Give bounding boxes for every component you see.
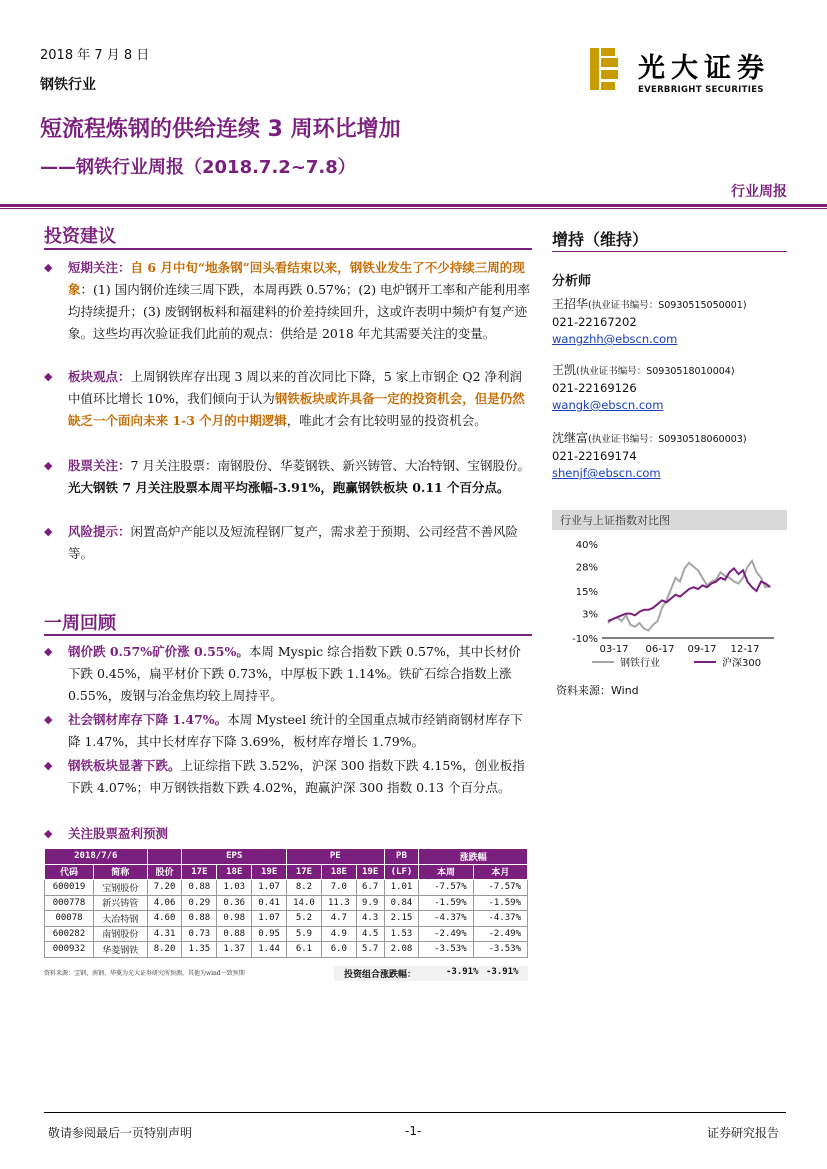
rating-rule [552,251,787,252]
legend-label-steel: 钢铁行业 [620,658,660,669]
diamond-bullet-icon: ◆ [44,645,53,658]
x-tick-label: 06-17 [645,644,675,655]
table-cell-pe18: 6.0 [321,942,356,958]
report-subtitle: ——钢铁行业周报（2018.7.2~7.8） [40,157,356,178]
stocks-text: 7 月关注股票：南钢股份、华菱钢铁、新兴铸管、大冶特钢、宝钢股份。 [130,458,530,473]
logo-text-cn: 光大证券 [638,53,770,84]
rating: 增持（维持） [552,230,649,249]
analyst-phone: 021-22167202 [552,315,637,329]
table-cell-price: 4.06 [147,895,182,911]
table-cell-eps18: 0.36 [217,895,252,911]
short-term-highlight: 自 6 月中旬“地条钢”回头看结束以来，钢铁业发生了不少持续三周的现象 [68,260,525,297]
header-divider [0,204,827,207]
analyst-phone: 021-22169126 [552,381,637,395]
sector-view-highlight: 钢铁板块或许具备一定的投资机会，但是仍然缺乏一个面向未来 1-3 个月的中期逻辑 [68,391,525,428]
table-cell-eps19: 1.07 [252,880,287,896]
table-cell-pe18: 4.9 [321,926,356,942]
x-tick-label: 12-17 [730,644,760,655]
header-divider-thin [0,208,827,209]
everbright-logo-icon [590,48,620,90]
table-cell-eps17: 0.29 [182,895,217,911]
table-cell-pe18: 4.7 [321,911,356,927]
analyst-email-link[interactable]: wangzhh@ebscn.com [552,332,678,346]
analyst-cert: (执业证书编号：S0930515050001) [588,300,747,311]
table-cell-eps18: 0.98 [217,911,252,927]
table-cell-week: -2.49% [419,926,473,942]
table-cell-month: -2.49% [473,926,527,942]
table-cell-eps18: 1.37 [217,942,252,958]
x-tick-label: 09-17 [687,644,717,655]
col-week: 本周 [419,864,473,880]
table-cell-code: 600282 [45,926,94,942]
diamond-bullet-icon: ◆ [44,759,53,772]
table-row [45,942,528,958]
table-cell-pb: 0.84 [384,895,419,911]
change-header: 涨跌幅 [419,849,528,865]
inventory-label: 社会钢材库存下降 1.47%。 [68,712,228,727]
short-term-text: ：(1) 国内钢价连续三周下跌，本周再跌 0.57%；(2) 电炉钢开工率和产能利用率均持续提升；(3) 废钢钢板料和福建料的价差持续回升，这或许表明中频炉有复产迹象。这些均再次验证我们此前的观点：供给是 2018 年尤其需要关注的变量。 [68,282,531,341]
bullet-inventory [44,709,532,753]
table-cell-week: -1.59% [419,895,473,911]
legend-label-hs300: 沪深300 [722,658,762,669]
analyst-cert: (执业证书编号：S0930518010004) [576,366,735,377]
table-cell-name: 宝钢股份 [94,880,148,896]
analyst-name: 王招华 [552,297,589,311]
pb-header: PB [384,849,419,865]
table-date: 2018/7/6 [45,849,148,865]
table-cell-week: -4.37% [419,911,473,927]
chart-title: 行业与上证指数对比图 [560,514,670,527]
col-price: 股价 [147,864,182,880]
sector-move-label: 钢铁板块显著下跌。 [68,758,181,773]
bullet-risk [44,521,532,565]
stocks-label: 股票关注： [68,458,131,473]
table-cell-code: 00078 [45,911,94,927]
table-cell-name: 大冶特钢 [94,911,148,927]
y-tick-label: 3% [582,609,598,621]
table-cell-pb: 1.53 [384,926,419,942]
table-cell-week: -7.57% [419,880,473,896]
col-eps-18: 18E [217,864,252,880]
analyst-name: 沈继富 [552,431,589,445]
diamond-bullet-icon: ◆ [44,261,53,274]
report-date: 2018 年 7 月 8 日 [40,48,150,63]
report-type: 行业周报 [731,184,787,200]
table-cell-name: 华菱钢铁 [94,942,148,958]
table-cell-price: 4.31 [147,926,182,942]
table-cell-month: -4.37% [473,911,527,927]
table-cell-eps18: 0.88 [217,926,252,942]
portfolio-total-week: -3.91% [446,967,479,977]
logo-text-en: EVERBRIGHT SECURITIES [638,85,764,95]
table-cell-name: 南钢股份 [94,926,148,942]
diamond-bullet-icon: ◆ [44,827,53,840]
stocks-bold: 光大钢铁 7 月关注股票本周平均涨幅-3.91%，跑赢钢铁板块 0.11 个百分点。 [68,480,510,495]
sector-move-text: 上证综指下跌 3.52%，沪深 300 指数下跌 4.15%，创业板指下跌 4.07%；申万钢铁指数下跌 4.02%，跑赢沪深 300 指数 0.13 个百分点。 [68,758,525,795]
table-cell-pb: 1.01 [384,880,419,896]
analyst-cert: (执业证书编号：S0930518060003) [588,434,747,445]
portfolio-total-row [334,966,528,981]
diamond-bullet-icon: ◆ [44,525,53,538]
table-cell-pb: 2.08 [384,942,419,958]
table-cell-eps19: 0.41 [252,895,287,911]
col-pe-19: 19E [356,864,384,880]
analyst-name: 王凯 [552,363,577,377]
table-row [45,926,528,942]
table-row [45,911,528,927]
review-heading: 一周回顾 [44,613,116,634]
portfolio-total-label: 投资组合涨跌幅： [344,970,417,980]
col-name: 简称 [94,864,148,880]
table-cell-code: 000932 [45,942,94,958]
sector-view-text: 上周钢铁库存出现 3 周以来的首次同比下降，5 家上市钢企 Q2 净利润中值环比增长 10%，我们倾向于认为 [68,369,522,406]
risk-text: 闲置高炉产能以及短流程钢厂复产，需求差于预期、公司经营不善风险等。 [68,524,519,561]
table-row [45,880,528,896]
review-heading-rule [44,634,532,636]
table-source-note: 资料来源：宝钢、南钢、华菱为光大证券研究所预测，其他为wind一致预期 [44,970,245,977]
footer-divider [44,1112,786,1113]
risk-label: 风险提示： [68,524,131,539]
table-cell-pe17: 8.2 [287,880,322,896]
col-month: 本月 [473,864,527,880]
bullet-forecast [44,823,532,845]
short-term-label: 短期关注： [68,260,131,275]
forecast-label: 关注股票盈利预测 [68,826,169,841]
col-eps-19: 19E [252,864,287,880]
y-tick-label: 40% [575,540,598,551]
diamond-bullet-icon: ◆ [44,713,53,726]
table-cell-pe17: 14.0 [287,895,322,911]
table-cell-pe18: 7.0 [321,880,356,896]
analyst-email-link[interactable]: wangk@ebscn.com [552,398,664,412]
table-cell-name: 新兴铸管 [94,895,148,911]
earnings-forecast-table [44,848,528,958]
y-tick-label: 28% [575,562,598,574]
investment-heading-rule [44,248,532,250]
col-pe-17: 17E [287,864,322,880]
table-cell-week: -3.53% [419,942,473,958]
report-title: 短流程炼钢的供给连续 3 周环比增加 [40,117,401,142]
investment-heading: 投资建议 [44,226,116,247]
table-cell-eps19: 0.95 [252,926,287,942]
table-cell-pe18: 11.3 [321,895,356,911]
bullet-sector-view [44,366,532,432]
page-number: -1- [405,1124,422,1138]
col-eps-17: 17E [182,864,217,880]
table-cell-pe19: 5.7 [356,942,384,958]
y-tick-label: 15% [575,587,598,598]
price-text: 本周 Myspic 综合指数下跌 0.57%，其中长材价下跌 0.45%，扁平材价下跌 0.73%，中厚板下跌 1.14%。铁矿石综合指数上涨 0.55%，废钢与冶金焦均较上周持平。 [68,644,521,703]
table-cell-eps17: 0.73 [182,926,217,942]
inventory-text: 本周 Mysteel 统计的全国重点城市经销商钢材库存下降 1.47%，其中长材库存下降 3.69%，板材库存增长 1.79%。 [68,712,523,749]
diamond-bullet-icon: ◆ [44,370,53,383]
bullet-price [44,641,532,707]
portfolio-total-month: -3.91% [486,967,519,977]
table-cell-code: 600019 [45,880,94,896]
table-cell-price: 4.60 [147,911,182,927]
table-cell-eps17: 1.35 [182,942,217,958]
bullet-sector-move [44,755,532,799]
table-cell-pe19: 4.3 [356,911,384,927]
comparison-chart [552,532,787,680]
table-cell-eps19: 1.07 [252,911,287,927]
table-row [45,895,528,911]
series-line-hs300 [608,568,770,621]
table-cell-code: 000778 [45,895,94,911]
table-cell-eps17: 0.88 [182,911,217,927]
analyst-block [552,429,747,480]
analyst-heading: 分析师 [552,274,592,289]
pe-header: PE [287,849,385,865]
table-cell-month: -1.59% [473,895,527,911]
chart-source: 资料来源：Wind [556,684,639,697]
table-cell-pe19: 6.7 [356,880,384,896]
sector-view-label: 板块观点： [68,369,131,384]
analyst-block [552,295,747,346]
x-tick-label: 03-17 [599,644,629,655]
industry-label: 钢铁行业 [40,77,96,93]
table-cell-month: -3.53% [473,942,527,958]
col-code: 代码 [45,864,94,880]
col-pb-lf: (LF) [384,864,419,880]
table-cell-pb: 2.15 [384,911,419,927]
analyst-email-link[interactable]: shenjf@ebscn.com [552,466,661,480]
table-cell-pe17: 6.1 [287,942,322,958]
table-cell-eps19: 1.44 [252,942,287,958]
analyst-phone: 021-22169174 [552,449,637,463]
bullet-short-term [44,257,532,345]
table-cell-price: 7.20 [147,880,182,896]
price-label: 钢价跌 0.57%矿价涨 0.55%。 [68,644,249,659]
table-cell-pe19: 4.5 [356,926,384,942]
eps-header: EPS [182,849,287,865]
table-cell-eps18: 1.03 [217,880,252,896]
bullet-stocks [44,455,532,499]
series-line-steel [608,561,770,631]
table-cell-pe19: 9.9 [356,895,384,911]
diamond-bullet-icon: ◆ [44,459,53,472]
table-cell-month: -7.57% [473,880,527,896]
table-cell-pe17: 5.2 [287,911,322,927]
analyst-block [552,361,735,412]
footer-disclaimer: 敬请参阅最后一页特别声明 [48,1126,193,1140]
sector-view-text-end: ，唯此才会有比较明显的投资机会。 [286,413,487,428]
y-tick-label: -10% [572,634,598,645]
table-cell-price: 8.20 [147,942,182,958]
table-cell-eps17: 0.88 [182,880,217,896]
table-cell-pe17: 5.9 [287,926,322,942]
col-pe-18: 18E [321,864,356,880]
footer-report-label: 证券研究报告 [706,1126,779,1140]
